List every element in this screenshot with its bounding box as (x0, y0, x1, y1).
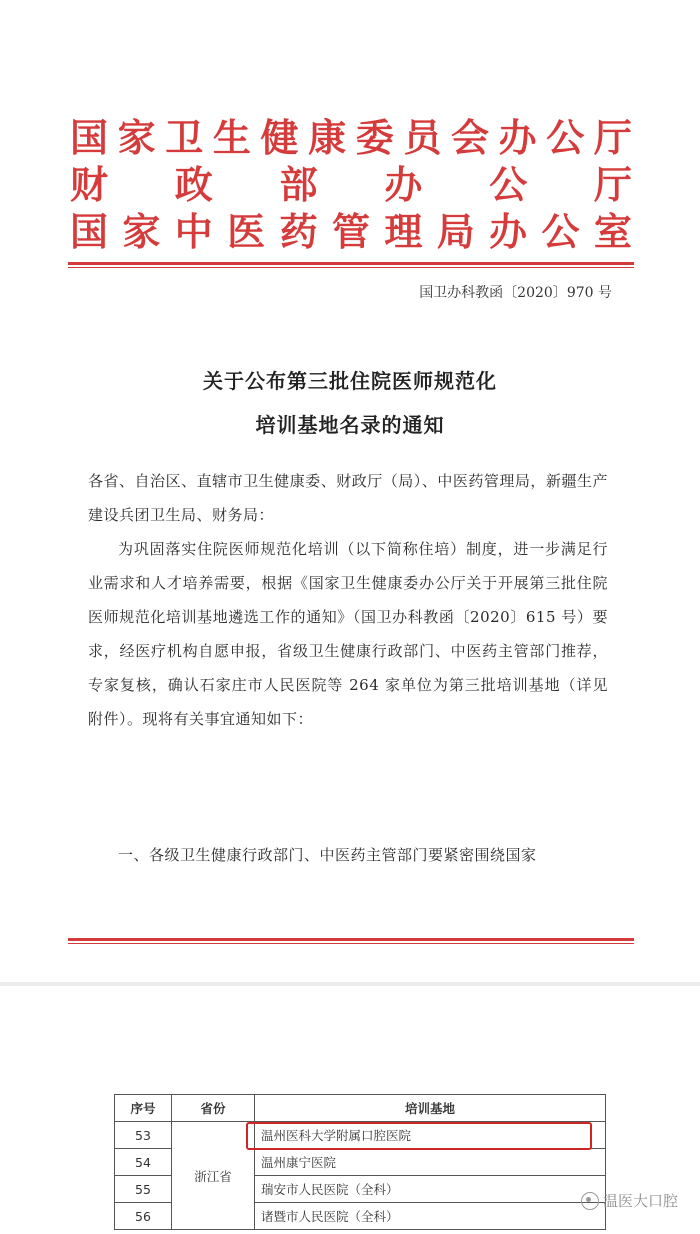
wechat-icon (581, 1192, 599, 1210)
issuer-char: 中 (174, 210, 213, 254)
issuer-char: 室 (593, 210, 632, 254)
header-province: 省份 (172, 1095, 255, 1122)
issuer-char: 公 (541, 210, 580, 254)
issuer-char: 会 (451, 116, 490, 160)
training-base-table (114, 1094, 606, 1230)
addressee: 各省、自治区、直辖市卫生健康委、财政厅（局）、中医药管理局，新疆生产建设兵团卫生局、财务局： (88, 472, 608, 524)
issuer-char: 理 (384, 210, 423, 254)
row-no: 56 (115, 1203, 172, 1230)
row-no: 53 (115, 1122, 172, 1149)
title-line-1: 关于公布第三批住院医师规范化 (203, 369, 497, 393)
issuer-char: 局 (436, 210, 475, 254)
issuer-char: 政 (174, 163, 213, 207)
watermark-text: 温医大口腔 (602, 1192, 678, 1210)
issuer-char: 管 (331, 210, 370, 254)
highlight-box (246, 1122, 592, 1150)
row-no: 55 (115, 1176, 172, 1203)
title-line-2: 培训基地名录的通知 (255, 413, 445, 437)
issuer-char: 员 (403, 116, 442, 160)
issuer-char: 康 (308, 116, 347, 160)
issuer-char: 家 (117, 116, 156, 160)
red-rule-bottom (68, 938, 634, 941)
issuer-char: 办 (498, 116, 537, 160)
issuer-char: 国 (70, 210, 109, 254)
row-no: 54 (115, 1149, 172, 1176)
issuer-char: 公 (489, 163, 528, 207)
issuer-char: 药 (279, 210, 318, 254)
issuer-char: 办 (489, 210, 528, 254)
red-rule-top-thin (68, 267, 634, 268)
red-rule-top (68, 262, 634, 265)
issuer-line-1 (70, 116, 632, 160)
issuer-char: 厅 (593, 116, 632, 160)
issuer-char: 生 (212, 116, 251, 160)
issuer-line-3 (70, 210, 632, 254)
paragraph-2: 一、各级卫生健康行政部门、中医药主管部门要紧密围绕国家 (118, 846, 537, 864)
header-no: 序号 (115, 1095, 172, 1122)
document-number: 国卫办科教函〔2020〕970 号 (419, 285, 612, 301)
row-base: 温州康宁医院 (255, 1149, 606, 1176)
issuer-char: 医 (227, 210, 266, 254)
issuer-char: 厅 (593, 163, 632, 207)
row-base: 诸暨市人民医院（全科） (255, 1203, 606, 1230)
paragraph-1: 为巩固落实住院医师规范化培训（以下简称住培）制度，进一步满足行业需求和人才培养需要，根据《国家卫生健康委办公厅关于开展第三批住院医师规范化培训基地遴选工作的通知》（国卫办科教函〔2020〕615 号）要求，经医疗机构自愿申报，省级卫生健康行政部门、中医药主管部门推荐，专家复核，确认石家庄市人民医院等 264 家单位为第三批培训基地（详见附件）。现将有关事宜通知如下： (88, 540, 608, 728)
issuer-char: 公 (546, 116, 585, 160)
watermark (581, 1190, 678, 1211)
header-base: 培训基地 (255, 1095, 606, 1122)
issuer-char: 健 (260, 116, 299, 160)
issuer-char: 办 (384, 163, 423, 207)
issuer-char: 卫 (165, 116, 204, 160)
row-base: 瑞安市人民医院（全科） (255, 1176, 606, 1203)
table-header-row (115, 1095, 606, 1122)
row-province: 浙江省 (172, 1122, 255, 1230)
issuer-line-2 (70, 163, 632, 207)
issuer-char: 财 (70, 163, 109, 207)
issuer-char: 家 (122, 210, 161, 254)
issuer-char: 部 (279, 163, 318, 207)
issuer-char: 国 (70, 116, 109, 160)
row-base: 温州医科大学附属口腔医院 (255, 1122, 606, 1149)
issuer-char: 委 (355, 116, 394, 160)
red-rule-bottom-thin (68, 943, 634, 944)
